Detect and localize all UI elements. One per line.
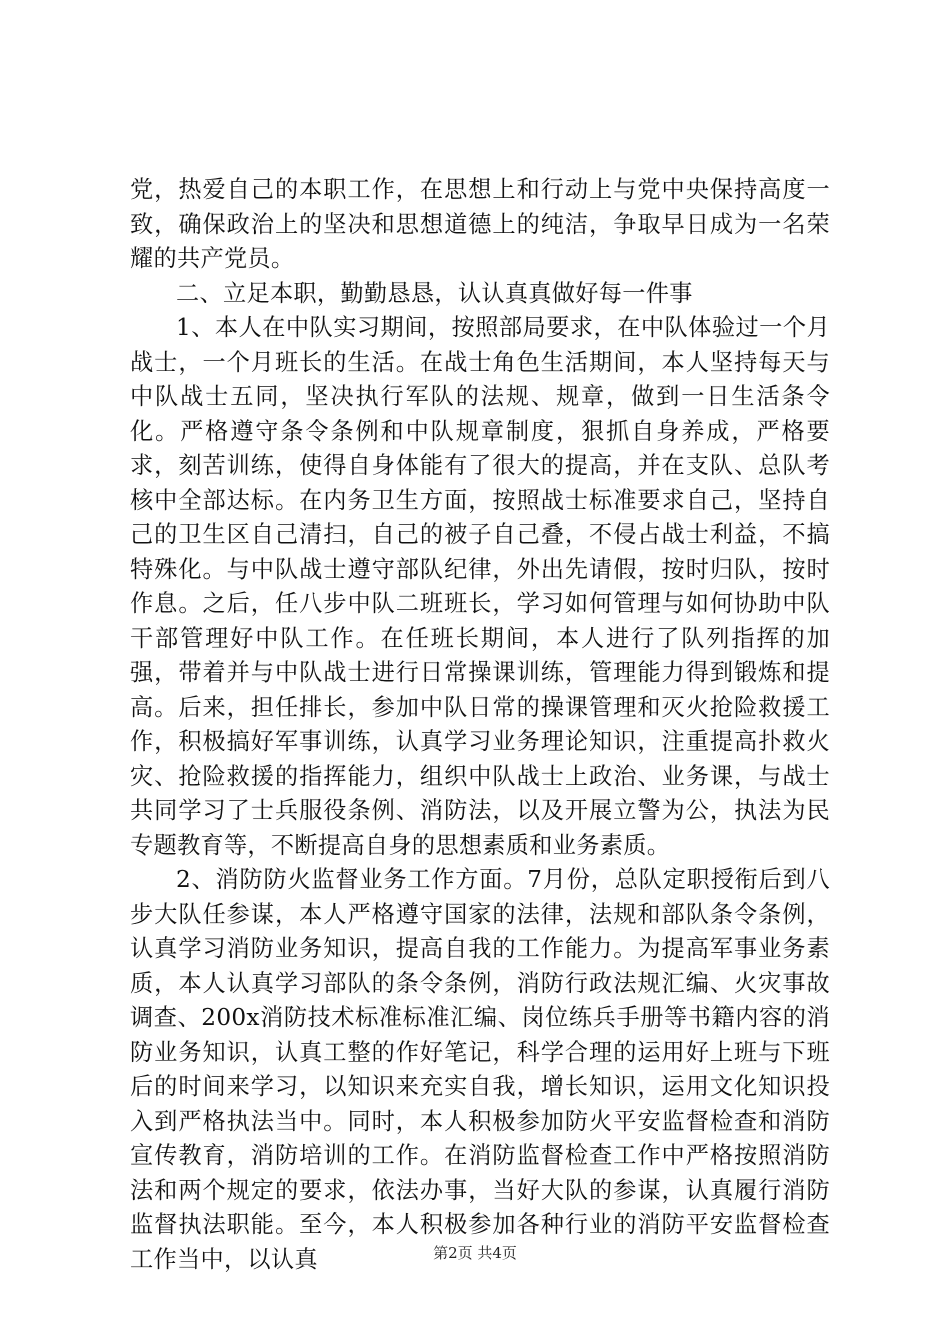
page-footer: 第2页 共4页 bbox=[433, 1244, 517, 1262]
paragraph-item-1: 1、本人在中队实习期间，按照部局要求，在中队体验过一个月战士，一个月班长的生活。在战士角色生活期间，本人坚持每天与中队战士五同，坚决执行军队的法规、规章，做到一日生活条令化。严格遵守条令条例和中队规章制度，狠抓自身养成，严格要求，刻苦训练，使得自身体能有了很大的提高，并在支队、总队考核中全部达标。在内务卫生方面，按照战士标准要求自己，坚持自己的卫生区自己清扫，自己的被子自己叠，不侵占战士利益，不搞特殊化。与中队战士遵守部队纪律，外出先请假，按时归队，按时作息。之后，任八步中队二班班长，学习如何管理与如何协助中队干部管理好中队工作。在任班长期间，本人进行了队列指挥的加强，带着并与中队战士进行日常操课训练，管理能力得到锻炼和提高。后来，担任排长，参加中队日常的操课管理和灭火抢险救援工作，积极搞好军事训练，认真学习业务理论知识，注重提高扑救火灾、抢险救援的指挥能力，组织中队战士上政治、业务课，与战士共同学习了士兵服役条例、消防法，以及开展立警为公，执法为民专题教育等，不断提高自身的思想素质和业务素质。 bbox=[130, 314, 830, 859]
document-body bbox=[130, 173, 830, 1277]
paragraph-item-2: 2、消防防火监督业务工作方面。7月份，总队定职授衔后到八步大队任参谋，本人严格遵守国家的法律，法规和部队条令条例，认真学习消防业务知识，提高自我的工作能力。为提高军事业务素质，本人认真学习部队的条令条例，消防行政法规汇编、火灾事故调查、200x消防技术标准标准汇编、岗位练兵手册等书籍内容的消防业务知识，认真工整的作好笔记，科学合理的运用好上班与下班后的时间来学习，以知识来充实自我，增长知识，运用文化知识投入到严格执法当中。同时，本人积极参加防火平安监督检查和消防宣传教育，消防培训的工作。在消防监督检查工作中严格按照消防法和两个规定的要求，依法办事，当好大队的参谋，认真履行消防监督执法职能。至今，本人积极参加各种行业的消防平安监督检查工作当中，以认真 bbox=[130, 866, 830, 1273]
paragraph-continuation: 党，热爱自己的本职工作，在思想上和行动上与党中央保持高度一致，确保政治上的坚决和思想道德上的纯洁，争取早日成为一名荣耀的共产党员。 bbox=[130, 176, 830, 272]
section-heading: 二、立足本职，勤勤恳恳，认认真真做好每一件事 bbox=[176, 279, 693, 307]
